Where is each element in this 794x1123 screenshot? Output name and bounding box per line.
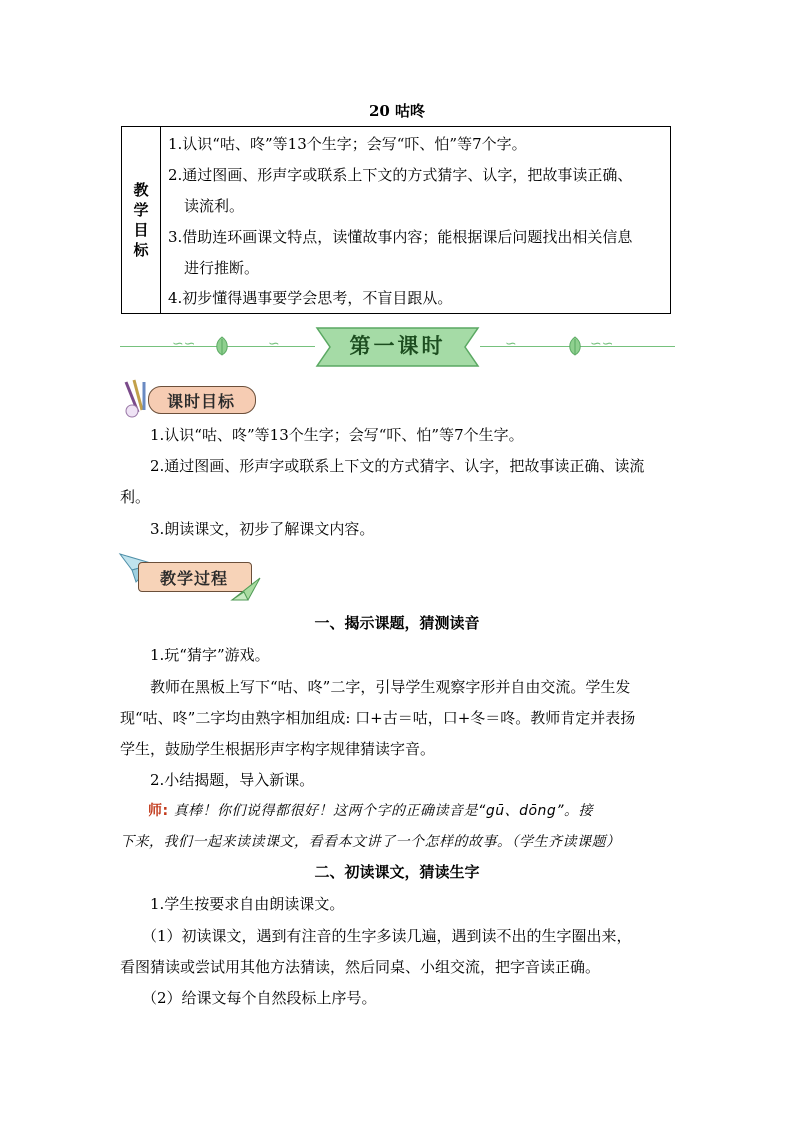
section-1-paragraph-line: 学生，鼓励学生根据形声字构字规律猜读字音。 [120,740,436,758]
lesson-goal-2-cont: 利。 [120,488,151,506]
teacher-tag: 师: [148,803,169,819]
section-2-item-1: 1.学生按要求自由朗读课文。 [150,895,345,913]
section-1-paragraph-line: 教师在黑板上写下“咕、咚”二字，引导学生观察字形并自由交流。学生发 [150,678,631,696]
leaf-icon [565,336,585,356]
lesson-goal-3: 3.朗读课文，初步了解课文内容。 [150,520,375,538]
teacher-speech [120,796,675,827]
goal-item-3: 3.借助连环画课文特点，读懂故事内容；能根据课后问题找出相关信息 [168,228,633,246]
teacher-speech-line-2: 下来，我们一起来读读课文，看看本文讲了一个怎样的故事。（学生齐读课题） [120,834,621,850]
goal-item-2: 2.通过图画、形声字或联系上下文的方式猜字、认字，把故事读正确、 [168,166,633,184]
goal-item-3-cont: 进行推断。 [184,259,260,277]
paper-plane-icon [230,574,262,604]
swirl-ornament-icon: ∽∽ [172,336,196,352]
goal-item-1: 1.认识“咕、咚”等13个生字；会写“吓、怕”等7个字。 [168,135,527,153]
teacher-speech-line-1: 真棒！你们说得都很好！这两个字的正确读音是“gū、dōng”。接 [173,803,594,819]
section-2-heading: 二、初读课文，猜读生字 [314,863,480,881]
section-1-paragraph-line: 现“咕、咚”二字均由熟字相加组成: 口+古＝咕，口+冬＝咚。教师肯定并表扬 [120,709,636,727]
section-1-item-1: 1.玩“猜字”游戏。 [150,646,270,664]
goals-table-header: 教学目标 [133,181,149,259]
swirl-ornament-icon: ∽ [505,336,517,352]
teaching-process-badge [118,548,263,604]
goal-item-2-cont: 读流利。 [184,197,245,215]
goal-item-4: 4.初步懂得遇事要学会思考，不盲目跟从。 [168,289,453,307]
lesson-goal-1: 1.认识“咕、咚”等13个生字；会写“吓、怕”等7个生字。 [150,426,524,444]
leaf-icon [212,336,232,356]
page-title: 20 咕咚 [368,102,426,120]
lesson-banner [120,322,675,372]
section-1-item-2: 2.小结揭题，导入新课。 [150,771,315,789]
section-2-paragraph-line: 看图猜读或尝试用其他方法猜读，然后同桌、小组交流，把字音读正确。 [120,958,601,976]
banner-label: 第一课时 [349,334,446,358]
teaching-goals-table [121,126,671,314]
lesson-goal-2: 2.通过图画、形声字或联系上下文的方式猜字、认字，把故事读正确、读流 [150,457,645,475]
section-1-heading: 一、揭示课题，猜测读音 [314,614,480,632]
swirl-ornament-icon: ∽∽ [590,336,614,352]
goals-table-header-cell [122,127,161,313]
lesson-goals-label: 课时目标 [166,392,235,411]
section-2-paragraph-line: （1）初读课文，遇到有注音的生字多读几遍，遇到读不出的生字圈出来， [142,927,632,945]
section-2-item-2: （2）给课文每个自然段标上序号。 [142,989,377,1007]
lesson-goals-badge [118,378,258,420]
teaching-process-label: 教学过程 [159,569,228,588]
swirl-ornament-icon: ∽ [268,336,280,352]
